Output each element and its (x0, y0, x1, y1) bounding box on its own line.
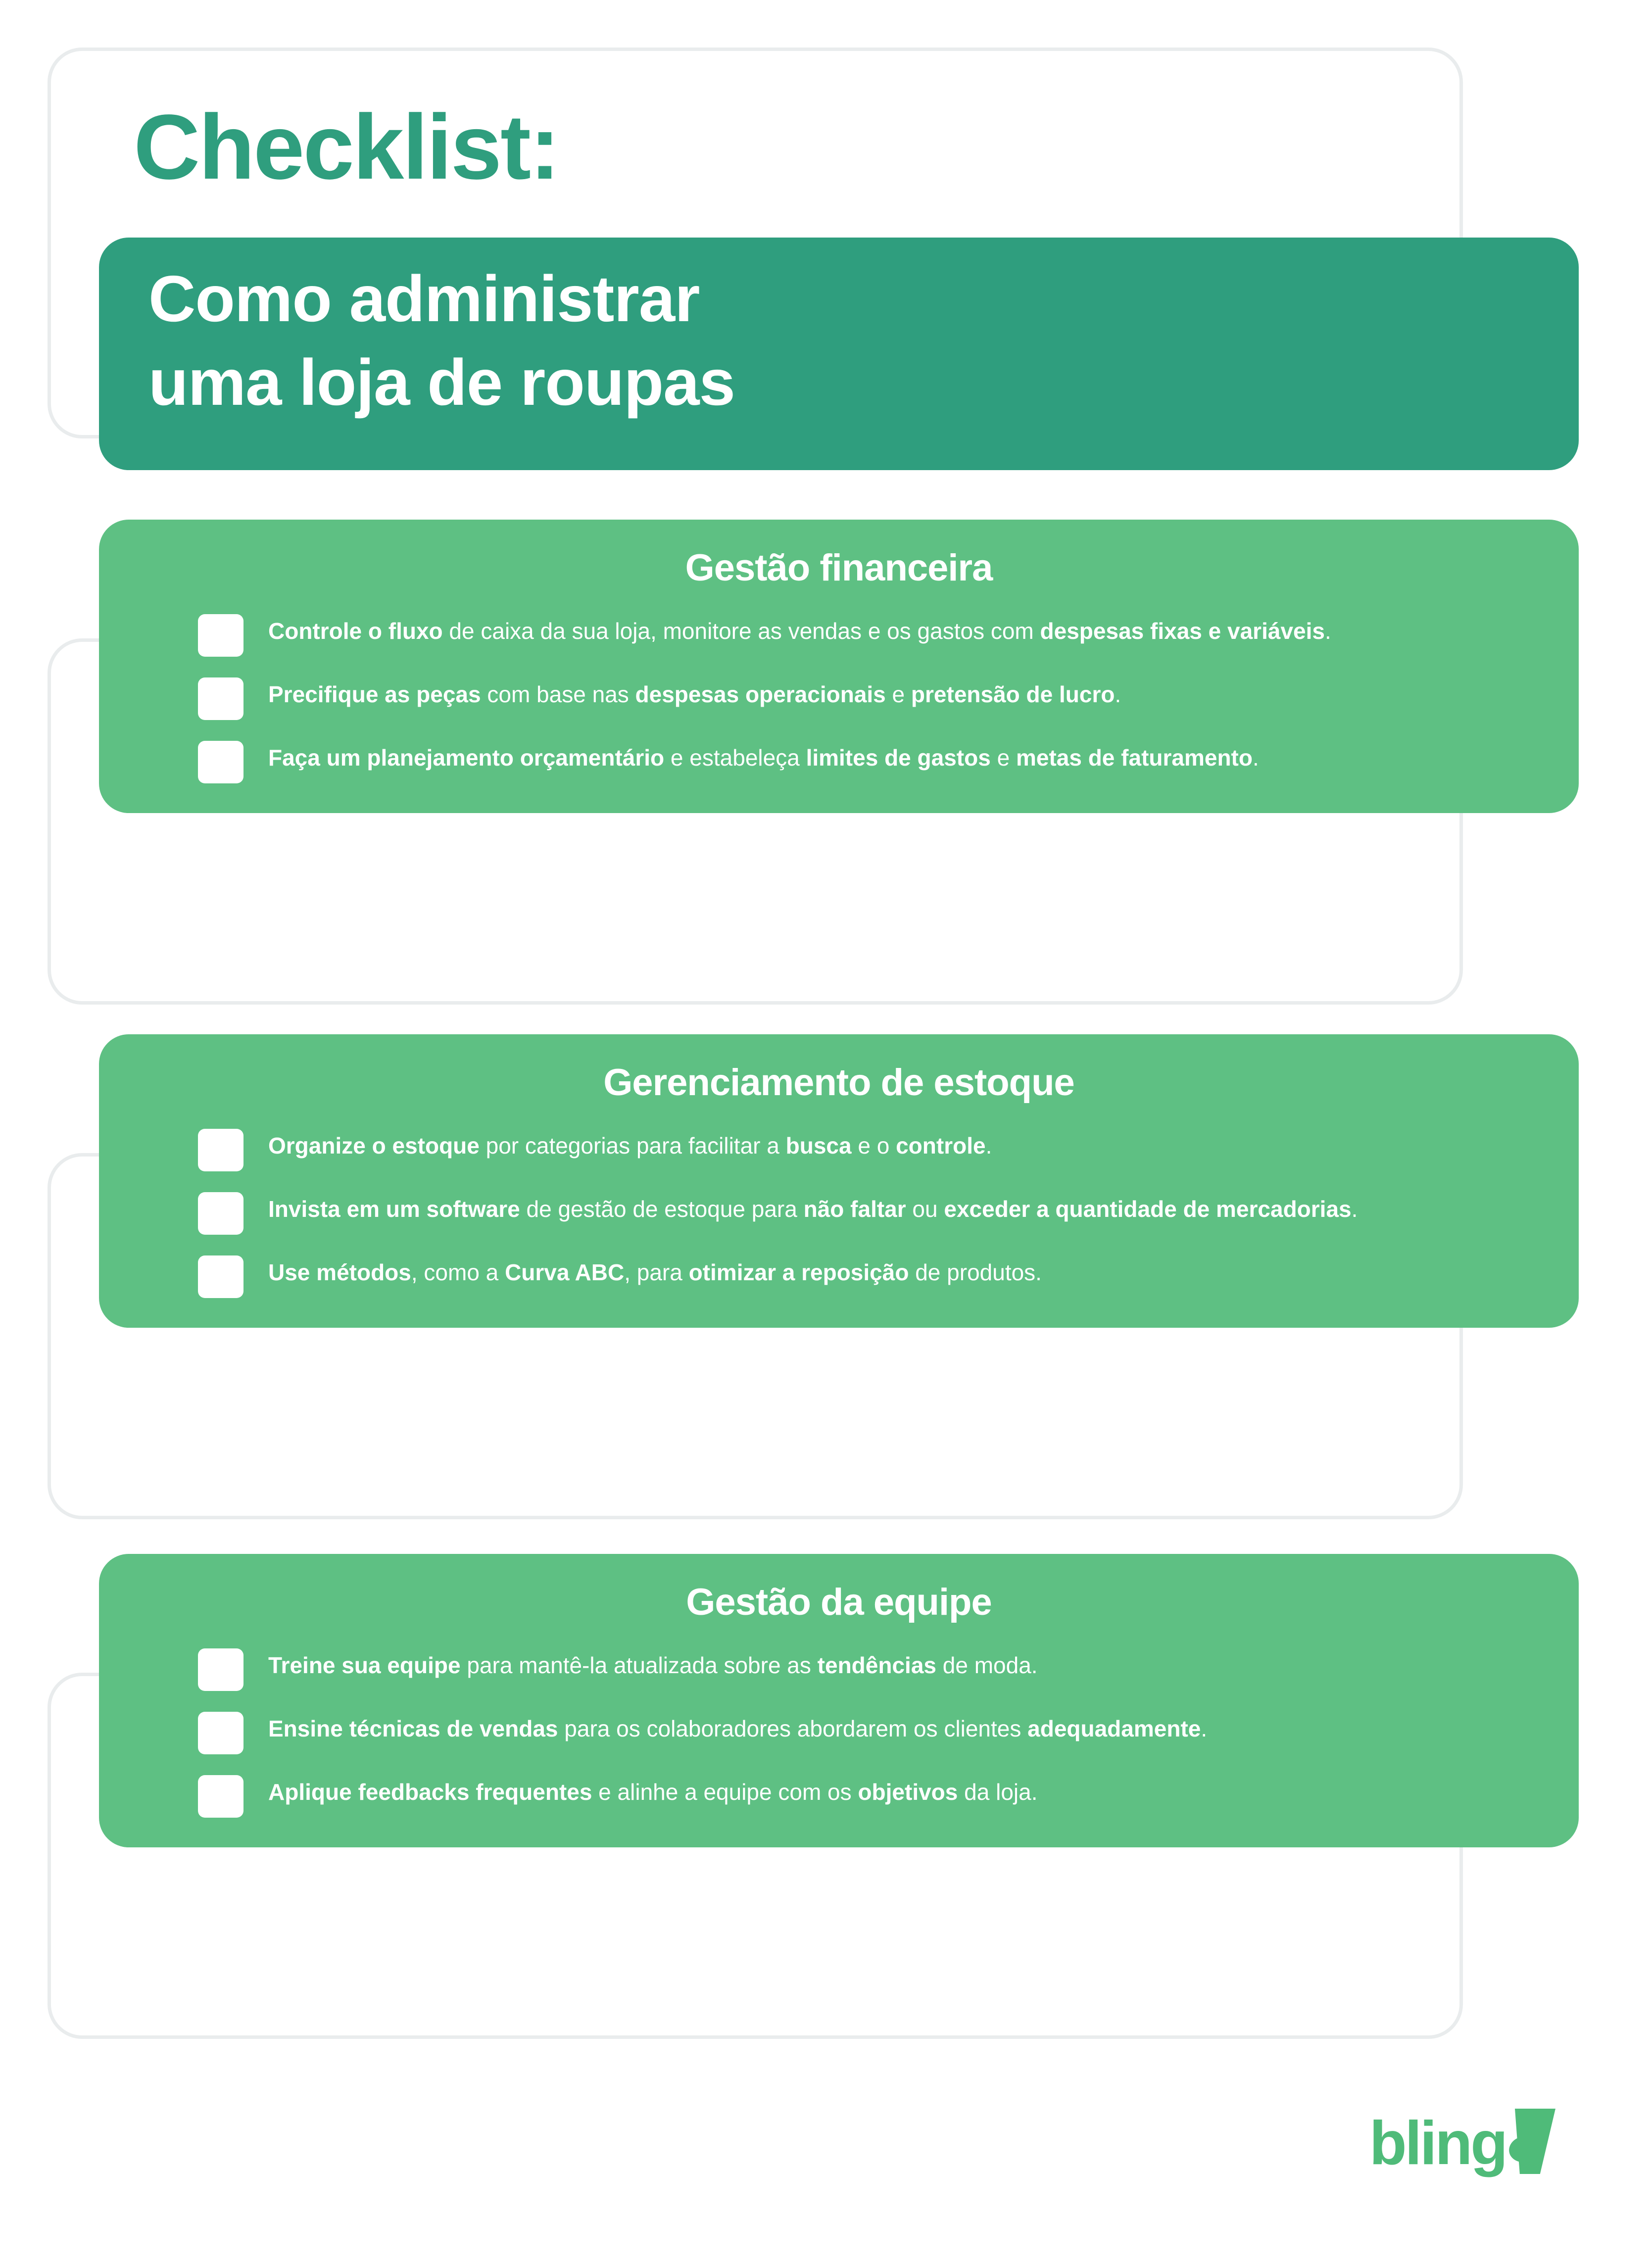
text-plain: e (885, 681, 911, 707)
title-subline-2-plain: uma (148, 345, 299, 419)
title-banner (99, 238, 1579, 470)
section-title-3: Gestão da equipe (686, 1581, 992, 1623)
text-bold: Aplique feedbacks frequentes (268, 1779, 592, 1805)
checklist-item-text (268, 1190, 1358, 1225)
title-subline-2 (148, 341, 1529, 425)
checkbox-icon[interactable] (198, 1255, 243, 1298)
checklist-item[interactable] (144, 1710, 1534, 1754)
text-plain: por categorias para facilitar a (479, 1133, 786, 1158)
checklist-item-text (268, 612, 1331, 647)
text-plain: ou (906, 1196, 944, 1222)
checkbox-icon[interactable] (198, 1648, 243, 1691)
text-bold: adequadamente (1027, 1716, 1201, 1741)
text-bold: Faça um planejamento orçamentário (268, 745, 665, 771)
text-bold: Treine sua equipe (268, 1652, 461, 1678)
checklist-item-text (268, 676, 1121, 711)
checklist-item-text (268, 1710, 1207, 1745)
checkbox-icon[interactable] (198, 614, 243, 657)
checklist-item[interactable] (144, 676, 1534, 720)
text-bold: Organize o estoque (268, 1133, 480, 1158)
text-bold: busca (785, 1133, 852, 1158)
title-subline-2-strong: loja de roupas (299, 345, 735, 419)
section-card-1 (99, 520, 1579, 813)
text-bold: pretensão de lucro (911, 681, 1115, 707)
text-bold: Precifique as peças (268, 681, 481, 707)
text-bold: Invista em um software (268, 1196, 520, 1222)
text-bold: limites de gastos (806, 745, 991, 771)
page-title: Checklist: (134, 96, 559, 198)
section-title-1: Gestão financeira (685, 547, 993, 589)
checklist-item-text (268, 1127, 992, 1162)
checkbox-icon[interactable] (198, 1192, 243, 1235)
text-bold: metas de faturamento (1016, 745, 1253, 771)
text-plain: de caixa da sua loja, monitore as vendas e os gastos com (442, 618, 1040, 644)
text-plain: e estabeleça (664, 745, 806, 771)
text-bold: objetivos (858, 1779, 958, 1805)
checklist-item[interactable] (144, 1646, 1534, 1691)
bling-swoosh-icon (1511, 2109, 1558, 2174)
text-plain: com base nas (481, 681, 635, 707)
section-card-2 (99, 1034, 1579, 1328)
title-subline-1: Como administrar (148, 262, 700, 335)
checklist-item-text (268, 1254, 1042, 1289)
text-plain: , como a (411, 1259, 505, 1285)
checkbox-icon[interactable] (198, 1775, 243, 1818)
text-plain: e o (851, 1133, 896, 1158)
text-plain: . (1351, 1196, 1358, 1222)
text-plain: . (1115, 681, 1121, 707)
text-plain: de produtos. (909, 1259, 1042, 1285)
checklist-item[interactable] (144, 1773, 1534, 1818)
text-plain: . (985, 1133, 992, 1158)
section-card-3 (99, 1554, 1579, 1847)
text-plain: de gestão de estoque para (520, 1196, 804, 1222)
text-bold: Use métodos (268, 1259, 411, 1285)
text-bold: otimizar a reposição (688, 1259, 909, 1285)
checkbox-icon[interactable] (198, 1712, 243, 1754)
checklist-item-text (268, 1646, 1038, 1682)
text-bold: exceder a quantidade de mercadorias (944, 1196, 1352, 1222)
checkbox-icon[interactable] (198, 677, 243, 720)
text-bold: controle (896, 1133, 986, 1158)
checkbox-icon[interactable] (198, 741, 243, 783)
text-plain: de moda. (936, 1652, 1038, 1678)
text-plain: da loja. (958, 1779, 1038, 1805)
checklist-item-text (268, 1773, 1038, 1808)
text-plain: e (990, 745, 1016, 771)
text-plain: e alinhe a equipe com os (592, 1779, 858, 1805)
text-plain: . (1201, 1716, 1208, 1741)
checklist-item[interactable] (144, 1254, 1534, 1298)
text-plain: , para (624, 1259, 689, 1285)
text-bold: despesas operacionais (635, 681, 886, 707)
text-bold: despesas fixas e variáveis (1040, 618, 1325, 644)
checklist-item-text (268, 739, 1259, 774)
text-plain: . (1324, 618, 1331, 644)
checklist-item[interactable] (144, 612, 1534, 657)
text-bold: Controle o fluxo (268, 618, 443, 644)
checklist-item[interactable] (144, 1127, 1534, 1171)
bling-logo (1369, 2109, 1558, 2177)
text-plain: . (1252, 745, 1259, 771)
text-bold: Curva ABC (505, 1259, 625, 1285)
checkbox-icon[interactable] (198, 1129, 243, 1171)
checklist-item[interactable] (144, 1190, 1534, 1235)
text-bold: tendências (817, 1652, 936, 1678)
text-plain: para mantê-la atualizada sobre as (460, 1652, 818, 1678)
text-plain: para os colaboradores abordarem os clientes (558, 1716, 1028, 1741)
logo-text: bling (1369, 2109, 1506, 2177)
text-bold: não faltar (803, 1196, 906, 1222)
section-title-2: Gerenciamento de estoque (603, 1062, 1074, 1104)
checklist-item[interactable] (144, 739, 1534, 783)
text-bold: Ensine técnicas de vendas (268, 1716, 558, 1741)
